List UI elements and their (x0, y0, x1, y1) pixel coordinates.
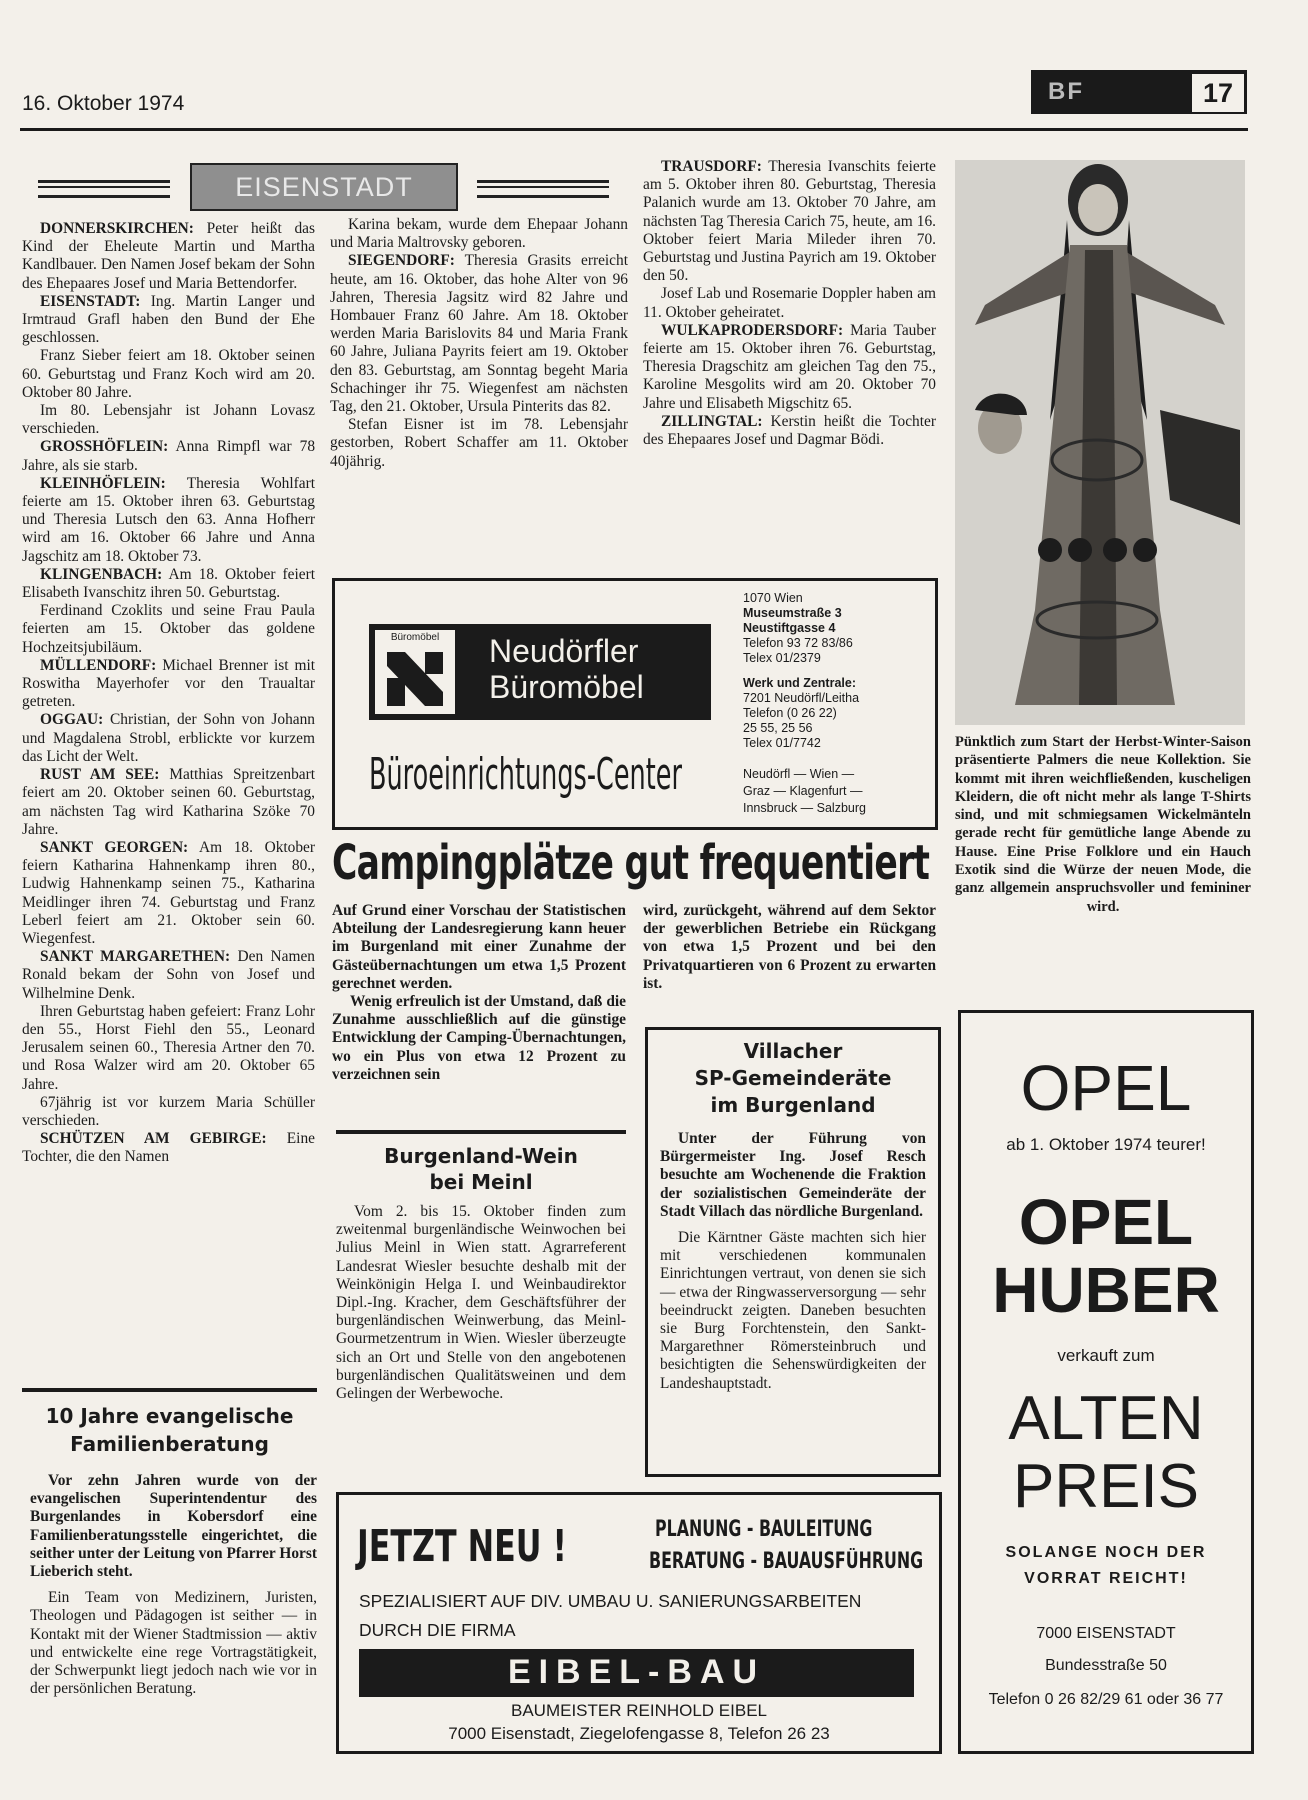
place-name: KLINGENBACH: (40, 565, 163, 583)
item-text: Ing. Martin Langer und Irmtraud Grafl haben den Bund der Ehe geschlossen. (22, 292, 315, 347)
kicker-rule-right (477, 180, 609, 198)
camping-text-right (643, 902, 936, 993)
ad-line: Museumstraße 3 (743, 606, 842, 620)
eibel-service-2: BERATUNG - BAUAUSFÜHRUNG (649, 1549, 924, 1574)
eibel-bau-ad (336, 1492, 942, 1754)
opel-city: 7000 EISENSTADT (1036, 1625, 1176, 1642)
news-item (330, 416, 628, 471)
fashion-photo (955, 160, 1245, 725)
ad-line: 7201 Neudörfl/Leitha (743, 691, 860, 705)
item-text: Kerstin heißt die Tochter des Ehepaares Josef und Dagmar Bödi. (643, 412, 936, 449)
ad-line: Neustiftgasse 4 (743, 621, 836, 635)
kicker-rule-left (38, 180, 170, 198)
item-text: Theresia Ivanschits feierte am 5. Oktober ihren 80. Geburtstag, Theresia Palanich wurde am 13. Oktober 70 Jahre, am nächsten Tag Theresia Carich 75, heute, am 16. Oktober feiert Maria Mileder ihren 70. Geburtstag und Justina Payrich am 19. Oktober den 50. (643, 158, 936, 285)
section-kicker: EISENSTADT (190, 163, 458, 211)
item-text: Peter heißt das Kind der Eheleute Martin und Martha Kandlbauer. Den Namen Josef bekam der Sohn des Ehepaares Josef und Maria Bettendorfer. (22, 220, 315, 292)
opel-stock-2: VORRAT REICHT! (1024, 1570, 1188, 1587)
villach-para-1: Unter der Führung von Bürgermeister Ing. Josef Resch besuchte am Wochenende die Fraktion der sozialistischen Gemeinderäte der Stadt Villach das nördliche Burgenland. (660, 1130, 926, 1220)
news-item (22, 711, 315, 766)
place-name: MÜLLENDORF: (40, 656, 157, 674)
eibel-firm-intro: DURCH DIE FIRMA (359, 1620, 516, 1640)
ad-brand-line1: Neudörfler (489, 633, 639, 669)
opel-street: Bundesstraße 50 (1045, 1657, 1167, 1674)
opel-preis: PREIS (1012, 1452, 1200, 1521)
news-item (22, 220, 315, 293)
evang-para-1: Vor zehn Jahren wurde von der evangelischen Superintendentur des Burgenlandes in Kobersdorf eine Familienberatungsstelle eingerichtet, die seither unter der Leitung von Pfarrer Horst Lieberich steht. (30, 1472, 317, 1581)
news-item (22, 1094, 315, 1130)
page-number: 17 (1190, 72, 1246, 114)
n-logo-icon (383, 648, 447, 710)
item-text: Anna Rimpfl war 78 Jahre, als sie starb. (22, 438, 316, 474)
place-name: SANKT MARGARETHEN: (40, 948, 231, 966)
header-rule (20, 128, 1248, 131)
wein-title (336, 1143, 626, 1195)
news-item (330, 252, 628, 416)
villach-title-3: im Burgenland (710, 1093, 876, 1117)
logo-small-text: Büromöbel (390, 632, 440, 643)
place-name: SCHÜTZEN AM GEBIRGE: (40, 1130, 267, 1148)
eibel-service-1: PLANUNG - BAULEITUNG (655, 1517, 873, 1542)
item-text: 67jährig ist vor kurzem Maria Schüller verschieden. (22, 1093, 315, 1129)
item-text: Franz Sieber feiert am 18. Oktober seinen 60. Geburtstag und Franz Koch wird am 20. Oktober 80 Jahre. (22, 347, 315, 401)
villach-title-1: Villacher (743, 1039, 843, 1063)
wein-title-2: bei Meinl (429, 1170, 533, 1194)
item-text: Matthias Spreitzenbart feiert am 20. Oktober seinen 60. Geburtstag, am nächsten Tag wird Katharina Szöke 70 Jahre. (22, 766, 315, 838)
item-text: Karina bekam, wurde dem Ehepaar Johann und Maria Maltrovsky geboren. (330, 216, 628, 252)
opel-huber-name-1: OPEL (1018, 1186, 1194, 1258)
wein-rule (336, 1130, 626, 1134)
birthday-column-1 (22, 220, 315, 1167)
evang-para-2: Ein Team von Medizinern, Juristen, Theologen und Pädagogen ist seither — in Kontakt mit der Wiener Stadtmission — aktiv und entwickelte eine rege Vortragstätigkeit, der Schwerpunkt liegt jedoch nach wie vor in der persönlichen Beratung. (30, 1589, 317, 1698)
news-item (22, 566, 315, 602)
ad-line: Neudörfl — Wien — (743, 767, 855, 781)
birthday-column-3 (643, 158, 936, 449)
opel-stock-1: SOLANGE NOCH DER (1005, 1544, 1207, 1561)
neudoerfler-ad (332, 578, 938, 830)
news-item (22, 347, 315, 402)
eibel-owner: BAUMEISTER REINHOLD EIBEL (510, 1701, 767, 1720)
item-text: Stefan Eisner ist im 78. Lebensjahr gestorben, Robert Schaffer am 11. Oktober 40jährig. (330, 416, 628, 470)
place-name: SANKT GEORGEN: (40, 838, 189, 856)
news-item (22, 602, 315, 657)
camping-headline: Campingplätze gut frequentiert (332, 835, 930, 891)
villach-title (648, 1038, 938, 1119)
ad-line: Telefon 93 72 83/86 (743, 636, 853, 650)
camping-para-3: wird, zurückgeht, während auf dem Sektor der gewerblichen Betriebe ein Rückgang von etwa 1,5 Prozent und bei den Privatquartieren von 6 Prozent zu erwarten ist. (643, 902, 936, 992)
item-text: Eine Tochter, die den Namen (22, 1130, 315, 1166)
neudoerfler-logo-block (369, 624, 711, 720)
section-label: BF (1048, 78, 1084, 105)
place-name: RUST AM SEE: (40, 766, 160, 784)
camping-para-1: Auf Grund einer Vorschau der Statistischen Abteilung der Landesregierung kann heuer im Burgenland mit einer Zunahme der Gästeübernachtungen um etwa 1,5 Prozent gerechnet werden. (332, 902, 626, 992)
wein-para: Vom 2. bis 15. Oktober finden zum zweitenmal burgenländische Weinwochen bei Julius Meinl in Wien statt. Agrarreferent Landesrat Wiesler besuchte deshalb mit der Weinkönigin Helga I. und Weinbaudirektor Dipl.-Ing. Kracher, dem Geschäftsführer der burgenländischen Weinwerbung, das Meinl-Gourmetzentrum in Wien. Wiesler überzeugte sich an Ort und Stelle von den angebotenen burgenländischen Qualitätsweinen und dem Gelingen der Werbewoche. (336, 1203, 626, 1403)
item-text: Am 18. Oktober feiern Katharina Hahnenkamp ihren 80., Ludwig Hahnenkamp seinen 75., Katharina Meidlinger ihren 74. Geburtstag und Franz Leberl feiert am 21. Oktober sein 60. Wiegenfest. (22, 838, 316, 947)
opel-sells-at: verkauft zum (1057, 1346, 1155, 1365)
ad-line: Innsbruck — Salzburg (743, 801, 866, 815)
evang-title-2: Familienberatung (70, 1432, 269, 1456)
item-text: Theresia Grasits erreicht heute, am 16. Oktober, das hohe Alter von 96 Jahren, Theresia Jagsitz wird 82 Jahre und Hombauer Franz 60 Jahre. Am 18. Oktober werden Maria Barislovits 84 und Maria Frank 60 Jahre, Juliana Payrits feiert am 19. Oktober den 83. Geburtstag, am Sonntag begeht Maria Schachinger ihr 75. Wiegenfest am nächsten Tag, den 21. Oktober, Ursula Pinterits das 82. (330, 252, 628, 416)
issue-date: 16. Oktober 1974 (22, 92, 185, 115)
wein-text (336, 1203, 626, 1403)
camping-text-left (332, 902, 626, 1084)
eibel-specialised: SPEZIALISIERT AUF DIV. UMBAU U. SANIERUNGSARBEITEN (359, 1591, 862, 1611)
news-item (330, 216, 628, 252)
item-text: Christian, der Sohn von Johann und Magdalena Strobl, erblickte vor kurzem das Licht der Welt. (22, 711, 315, 765)
news-item (22, 293, 315, 348)
opel-huber-name-2: HUBER (992, 1254, 1220, 1326)
ad-werk-block (743, 676, 859, 751)
opel-phone: Telefon 0 26 82/29 61 oder 36 77 (988, 1691, 1224, 1708)
item-text: Am 18. Oktober feiert Elisabeth Ivanschitz ihren 50. Geburtstag. (22, 565, 315, 602)
ad-line: Werk und Zentrale: (743, 676, 856, 690)
eibel-brand: EIBEL-BAU (507, 1653, 766, 1691)
neudoerfler-logo-mark (375, 630, 455, 714)
ad-cities-block (743, 766, 866, 817)
news-item (22, 1003, 315, 1094)
opel-alten: ALTEN (1008, 1384, 1204, 1453)
opel-price-notice: ab 1. Oktober 1974 teurer! (1006, 1135, 1206, 1154)
model-illustration-icon (955, 160, 1245, 725)
news-item (22, 1130, 315, 1166)
birthday-column-2 (330, 216, 628, 471)
news-item (22, 475, 315, 566)
place-name: SIEGENDORF: (348, 252, 455, 270)
wein-title-1: Burgenland-Wein (384, 1144, 578, 1168)
ad-tagline: Büroeinrichtungs-Center (369, 749, 682, 800)
item-text: Ihren Geburtstag haben gefeiert: Franz Lohr den 55., Horst Fiehl den 55., Leonard Jerusalem seinen 60., Theresia Artner den 70. und Rosa Walzer wird am 20. Oktober 65 Jahre. (22, 1002, 315, 1093)
place-name: WULKAPRODERSDORF: (661, 321, 844, 339)
place-name: TRAUSDORF: (661, 158, 762, 175)
villach-para-2: Die Kärntner Gäste machten sich hier mit verschiedenen kommunalen Einrichtungen vertraut, von denen sie sich — etwa der Ringwasserversorgung — sehr beeindruckt zeigten. Daneben besuchten sie Burg Forchtenstein, den Sankt-Margarethner Römersteinbruch und besichtigten die Sehenswürdigkeiten der Landeshauptstadt. (660, 1229, 926, 1392)
item-text: Den Namen Ronald bekam der Sohn von Josef und Wilhelmine Denk. (22, 948, 315, 1002)
eibel-brand-bar (359, 1649, 914, 1697)
ad-address-block (743, 591, 853, 666)
place-name: DONNERSKIRCHEN: (40, 220, 194, 237)
place-name: KLEINHÖFLEIN: (40, 474, 166, 492)
ad-line: 25 55, 25 56 (743, 721, 813, 735)
ad-line: 1070 Wien (743, 591, 803, 605)
place-name: OGGAU: (40, 711, 104, 729)
item-text: Theresia Wohlfart feierte am 15. Oktober ihren 63. Geburtstag und Theresia Lutsch den 63. Anna Hofherr wird am 16. Oktober 66 Jahre und Anna Jagschitz am 18. Oktober 73. (22, 474, 315, 565)
news-item (643, 158, 936, 285)
evang-title-1: 10 Jahre evangelische (45, 1404, 294, 1428)
news-item (22, 657, 315, 712)
news-item (22, 839, 315, 948)
ad-brand-line2: Büromöbel (489, 669, 644, 705)
news-item (643, 413, 936, 449)
item-text: Im 80. Lebensjahr ist Johann Lovasz verschieden. (22, 402, 315, 438)
place-name: ZILLINGTAL: (661, 412, 763, 430)
villach-title-2: SP-Gemeinderäte (694, 1066, 892, 1090)
opel-huber-ad (958, 1010, 1254, 1754)
news-item (22, 766, 315, 839)
item-text: Maria Tauber feierte am 15. Oktober ihren 76. Geburtstag, Theresia Dragschitz am gleichen Tag den 75., Karoline Mesgolits wird am 20. Oktober 70 Jahre und Elisabeth Migschitz 65. (643, 321, 936, 412)
ad-line: Telex 01/7742 (743, 736, 821, 750)
eibel-address: 7000 Eisenstadt, Ziegelofengasse 8, Telefon 26 23 (448, 1724, 830, 1743)
item-text: Josef Lab und Rosemarie Doppler haben am 11. Oktober geheiratet. (643, 285, 936, 321)
place-name: EISENSTADT: (40, 292, 141, 310)
news-item (643, 322, 936, 413)
item-text: Ferdinand Czoklits und seine Frau Paula feierten am 15. Oktober das goldene Hochzeitsjubiläum. (22, 602, 315, 656)
evang-rule (22, 1388, 317, 1392)
ad-line: Graz — Klagenfurt — (743, 784, 863, 798)
evang-text (30, 1472, 317, 1698)
news-item (22, 402, 315, 438)
villach-box (645, 1027, 941, 1477)
item-text: Michael Brenner ist mit Roswitha Mayerhofer vor den Traualtar getreten. (22, 656, 315, 711)
opel-title: OPEL (1020, 1052, 1192, 1124)
eibel-jetzt-neu: JETZT NEU ! (357, 1521, 568, 1572)
news-item (22, 438, 315, 474)
ad-line: Telefon (0 26 22) (743, 706, 837, 720)
news-item (643, 285, 936, 321)
ad-line: Telex 01/2379 (743, 651, 821, 665)
place-name: GROSSHÖFLEIN: (40, 438, 169, 456)
evang-title (22, 1402, 317, 1458)
news-item (22, 948, 315, 1003)
villach-text (660, 1130, 926, 1393)
photo-caption: Pünktlich zum Start der Herbst-Winter-Saison präsentierte Palmers die neue Kollektion. Sie kommt mit ihren weichfließenden, kuscheligen Kleidern, die oft nicht mehr als lange T-Shirts sind, und mit schmiegsamen Wickelmänteln gerade recht für gemütliche lange Abende zu Hause. Eine Prise Folklore und ein Hauch Exotik sind die Würze der neuen Mode, die ganz allgemein anspruchsvoller und femininer wird. (955, 734, 1251, 915)
camping-para-2: Wenig erfreulich ist der Umstand, daß die Zunahme ausschließlich auf die günstige Entwicklung der Camping-Übernachtungen, wo ein Plus von etwa 12 Prozent zu verzeichnen sein (332, 993, 626, 1083)
